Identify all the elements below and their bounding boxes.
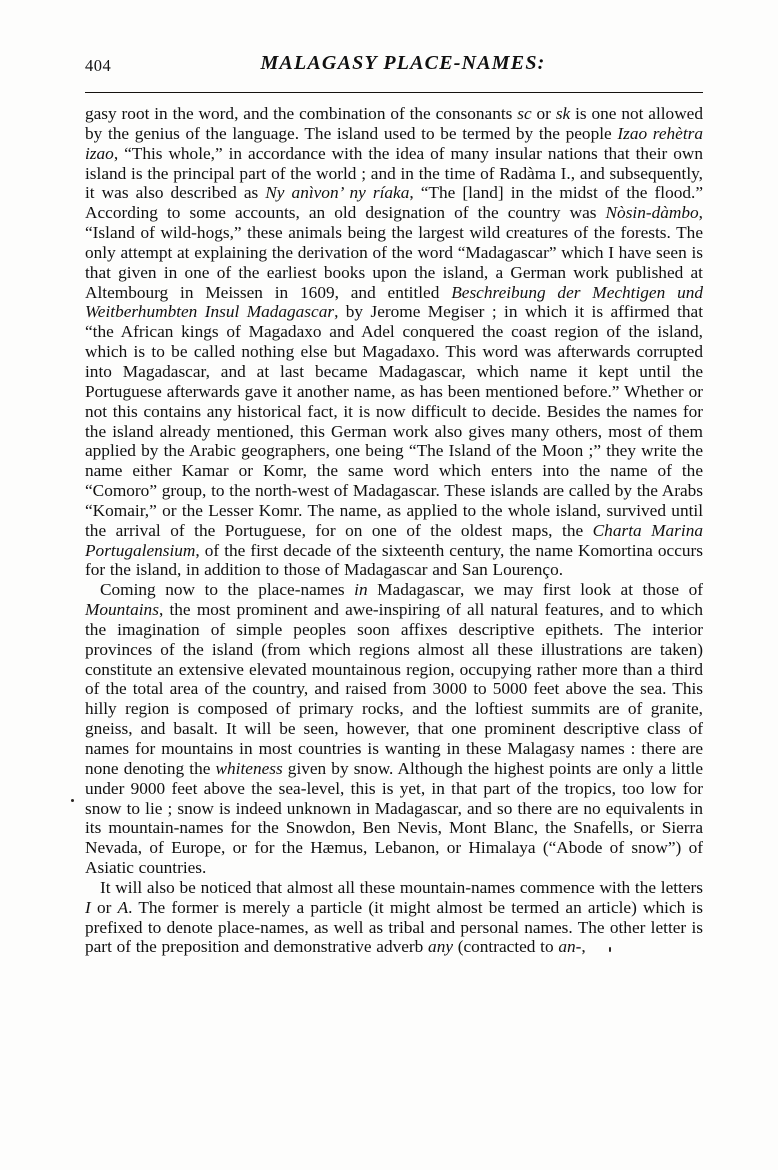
text-run: or [90,897,118,917]
italic-phrase: sc [517,104,532,123]
italic-phrase: Ny anìvon’ ny ríaka [265,183,410,203]
page-header [85,52,703,82]
body-text-block [85,104,703,957]
italic-phrase: Mountains [85,600,159,620]
text-run: , “This whole,” in accordance with the idea of many insular nations that their own island is the principal part of the world ; and in the time of Radàma I., and subsequently, it was also described as [85,143,703,203]
para-mountains [85,580,703,878]
italic-phrase: in [354,580,368,600]
text-run: , “Island of wild-hogs,” these animals being the largest wild creatures of the forests. The only attempt at explaining the derivation of the word “Madagascar” which I have seen is that given in one of the earliest books upon the island, a German work published at Altembourg in Meissen in 1609, and entitled [85,203,703,302]
italic-phrase: an- [558,937,582,957]
page-number: 404 [85,56,112,75]
text-run: It will also be noticed that almost all these mountain-names commence with the letters [100,877,703,897]
text-run: , of the first decade of the sixteenth century, the name Komortina occurs for the island, in addition to those of Madagascar and San Lourenço. [85,540,703,580]
text-run: given by snow. Although the highest points are only a little under 9000 feet above the sea-level, this is yet, in that part of the tropics, too low for snow to lie ; snow is indeed unknown in Madagascar, and so there are no equivalents in its mountain-names for the Snowdon, Ben Nevis, Mont Blanc, the Snafells, or Sierra Nevada, of Europe, or for the Hæmus, Lebanon, or Himalaya (“Abode of snow”) of Asiatic countries. [85,758,703,878]
italic-phrase: Charta Marina Portugalensium [85,520,703,560]
header-divider-rule [85,92,703,93]
para-island-names [85,104,703,580]
text-run: , by Jerome Megiser ; in which it is affirmed that “the African kings of Magadaxo and Adel conquered the coast region of the island, which is to be called nothing else but Magadaxo. This word was afterwards corrupted into Magadascar, and at last became Madagascar, which name it kept until the Portuguese afterwards gave it another name, as has been mentioned before.” Whether or not this contains any historical fact, it is now difficult to decide. Besides the names for the island already mentioned, this German work also gives many others, most of them applied by the Arabic geographers, one being “The Island of the Moon ;” they write the name either Kamar or Komr, the same word which enters into the name of the “Comoro” group, to the north-west of Madagascar. These islands are called by the Arabs “Komair,” or the Lesser Komr. The name, as applied to the whole island, survived until the arrival of the Portuguese, for on one of the oldest maps, the [85,302,703,540]
text-run: is one not allowed by the genius of the language. The island used to be termed by the people [85,104,703,143]
text-run: Coming now to the place-names [100,580,355,600]
text-run: gasy root in the word, and the combination of the consonants [85,104,518,123]
text-run: Madagascar, we may first look at those of [367,580,703,600]
margin-speck-artifact [71,799,74,802]
italic-phrase: any [428,937,453,957]
italic-phrase: A [117,897,129,917]
text-run: . The former is merely a particle (it might almost be termed an article) which is prefixed to denote place-names, as well as tribal and personal names. The other letter is part of the preposition and demonstrative adverb [85,897,703,957]
italic-phrase: sk [555,104,571,123]
text-run: (contracted to [453,937,559,957]
text-run: , “The [land] in the midst of the flood.” According to some accounts, an old designation of the country was [85,183,703,223]
italic-phrase: Nòsin-dàmbo [605,203,699,223]
italic-phrase: whiteness [215,758,283,778]
inline-speck-artifact [609,947,611,952]
text-run: , [581,937,586,957]
running-head-title: MALAGASY PLACE-NAMES: [260,52,546,74]
italic-phrase: I [85,897,91,917]
text-run: , the most prominent and awe-inspiring of all natural features, and to which the imagination of simple peoples soon affixes descriptive epithets. The interior provinces of the island (from which regions almost all these illustrations are taken) constitute an extensive elevated mountainous region, occupying rather more than a third of the total area of the country, and raised from 3000 to 5000 feet above the sea. This hilly region is composed of primary rocks, and the loftiest summits are of granite, gneiss, and basalt. It will be seen, however, that one prominent descriptive class of names for mountains in most countries is wanting in these Malagasy names : there are none denoting the [85,600,703,778]
para-letters [85,878,703,957]
italic-phrase: Izao rehètra izao [85,123,703,163]
text-run: or [531,104,556,123]
italic-phrase: Beschreibung der Mechtigen und Weitberhumbten Insul Madagascar [85,282,703,322]
